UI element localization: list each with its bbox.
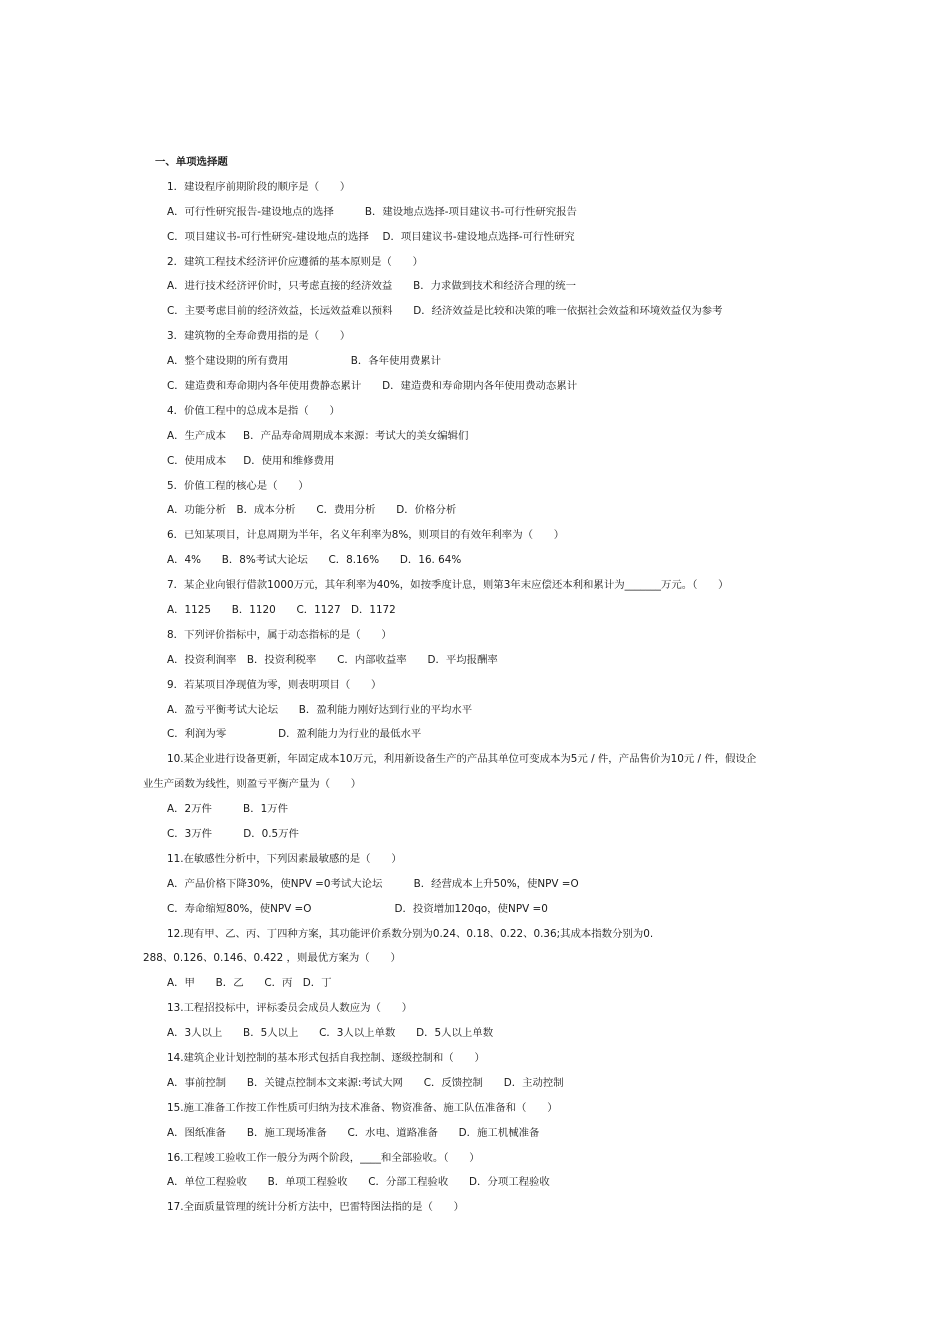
question-10-continued: 业生产函数为线性，则盈亏平衡产量为（ ） <box>143 778 362 790</box>
question-12-continued: 288、0.126、0.146、0.422 ，则最优方案为（ ） <box>143 952 401 964</box>
question-11: 11.在敏感性分析中，下列因素最敏感的是（ ） <box>167 853 402 865</box>
question-16-options: A．单位工程验收 B．单项工程验收 C．分部工程验收 D．分项工程验收 <box>167 1176 550 1188</box>
question-15: 15.施工准备工作按工作性质可归纳为技术准备、物资准备、施工队伍准备和（ ） <box>167 1102 558 1114</box>
question-11-options-cd: C．寿命缩短80%，使NPV =O D．投资增加120qo，使NPV =0 <box>167 903 548 915</box>
question-14-options: A．事前控制 B．关键点控制本文来源:考试大网 C．反馈控制 D．主动控制 <box>167 1077 564 1089</box>
question-10-options-cd: C．3万件 D．0.5万件 <box>167 828 299 840</box>
question-4: 4．价值工程中的总成本是指（ ） <box>167 405 340 417</box>
question-9-options-ab: A．盈亏平衡考试大论坛 B．盈利能力刚好达到行业的平均水平 <box>167 704 473 716</box>
question-2: 2．建筑工程技术经济评价应遵循的基本原则是（ ） <box>167 256 423 268</box>
question-15-options: A．图纸准备 B．施工现场准备 C．水电、道路准备 D．施工机械准备 <box>167 1127 540 1139</box>
question-17: 17.全面质量管理的统计分析方法中，巴雷特图法指的是（ ） <box>167 1201 465 1213</box>
question-9: 9．若某项目净现值为零，则表明项目（ ） <box>167 679 382 691</box>
question-7-options: A．1125 B．1120 C．1127 D．1172 <box>167 604 396 616</box>
question-16: 16.工程竣工验收工作一般分为两个阶段，____和全部验收。（ ） <box>167 1152 480 1164</box>
question-8: 8．下列评价指标中，属于动态指标的是（ ） <box>167 629 392 641</box>
question-5-options: A．功能分析 B．成本分析 C．费用分析 D．价格分析 <box>167 504 457 516</box>
question-12-options: A．甲 B．乙 C．丙 D．丁 <box>167 977 332 989</box>
question-1: 1．建设程序前期阶段的顺序是（ ） <box>167 181 351 193</box>
question-4-options-cd: C．使用成本 D．使用和维修费用 <box>167 455 335 467</box>
question-3-options-cd: C．建造费和寿命期内各年使用费静态累计 D．建造费和寿命期内各年使用费动态累计 <box>167 380 578 392</box>
question-5: 5．价值工程的核心是（ ） <box>167 480 309 492</box>
question-2-options-cd: C．主要考虑目前的经济效益，长远效益难以预料 D．经济效益是比较和决策的唯一依据社会效益和环境效益仅为参考 <box>167 305 723 317</box>
question-14: 14.建筑企业计划控制的基本形式包括自我控制、逐级控制和（ ） <box>167 1052 485 1064</box>
question-7: 7．某企业向银行借款1000万元，其年利率为40%，如按季度计息，则第3年末应偿还本利和累计为_______万元。（ ） <box>167 579 729 591</box>
question-1-options-cd: C．项目建议书-可行性研究-建设地点的选择 D．项目建议书-建设地点选择-可行性研究 <box>167 231 575 243</box>
question-8-options: A．投资利润率 B．投资利税率 C．内部收益率 D．平均报酬率 <box>167 654 498 666</box>
question-10: 10.某企业进行设备更新，年固定成本10万元，利用新设备生产的产品其单位可变成本为5元 / 件，产品售价为10元 / 件，假设企 <box>167 753 757 765</box>
question-10-options-ab: A．2万件 B．1万件 <box>167 803 288 815</box>
question-1-options-ab: A．可行性研究报告-建设地点的选择 B．建设地点选择-项目建议书-可行性研究报告 <box>167 206 577 218</box>
question-12: 12.现有甲、乙、丙、丁四种方案，其功能评价系数分别为0.24、0.18、0.22、0.36;其成本指数分别为0. <box>167 928 654 940</box>
question-3: 3．建筑物的全寿命费用指的是（ ） <box>167 330 351 342</box>
question-4-options-ab: A．生产成本 B．产品寿命周期成本来源：考试大的美女编辑们 <box>167 430 469 442</box>
question-11-options-ab: A．产品价格下降30%，使NPV =0考试大论坛 B．经营成本上升50%，使NPV =O <box>167 878 579 890</box>
question-13: 13.工程招投标中，评标委员会成员人数应为（ ） <box>167 1002 413 1014</box>
question-6: 6．已知某项目，计息周期为半年，名义年利率为8%，则项目的有效年利率为（ ） <box>167 529 565 541</box>
question-9-options-cd: C．利润为零 D．盈利能力为行业的最低水平 <box>167 728 422 740</box>
question-6-options: A．4% B．8%考试大论坛 C．8.16% D．16. 64% <box>167 554 462 566</box>
section-title: 一、单项选择题 <box>155 156 228 168</box>
question-2-options-ab: A．进行技术经济评价时，只考虑直接的经济效益 B．力求做到技术和经济合理的统一 <box>167 280 577 292</box>
question-3-options-ab: A．整个建设期的所有费用 B．各年使用费累计 <box>167 355 441 367</box>
question-13-options: A．3人以上 B．5人以上 C．3人以上单数 D．5人以上单数 <box>167 1027 494 1039</box>
